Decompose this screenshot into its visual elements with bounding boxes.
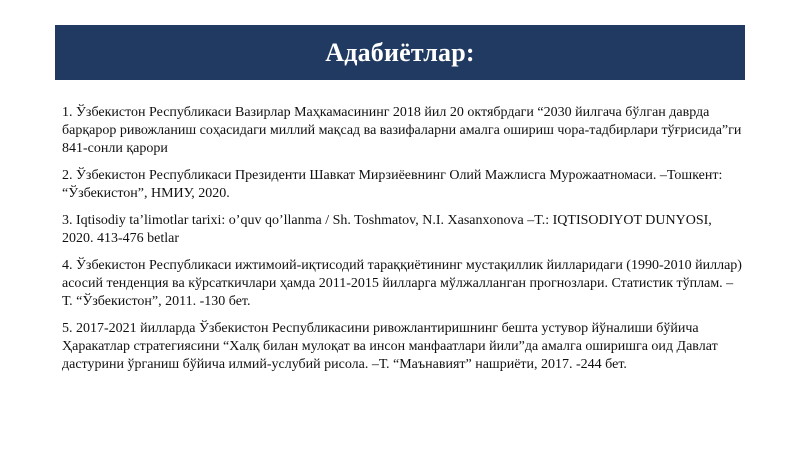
slide-title-bar [55,25,745,80]
reference-item-5: 5. 2017-2021 йилларда Ўзбекистон Республикасини ривожлантиришнинг бешта устувор йўналиши бўйича Ҳаракатлар стратегиясини “Халқ билан мулоқат ва инсон манфаатлари йили”да амалга оширишга оид Давлат дастурини ўрганиш бўйича илмий-услубий рисола. –Т. “Маънавият” нашриёти, 2017. -244 бет. [62,321,718,372]
reference-item-1: 1. Ўзбекистон Республикаси Вазирлар Маҳкамасининг 2018 йил 20 октябрдаги “2030 йилгача бўлган даврда барқарор ривожланиш соҳасидаги миллий мақсад ва вазифаларни амалга ошириш чора-тадбирлари тўғрисида”ги 841-сонли қарори [62,105,742,156]
reference-list [62,104,742,383]
slide-title: Адабиётлар: [325,37,475,67]
reference-item-4: 4. Ўзбекистон Республикаси ижтимоий-иқтисодий тараққиётининг мустақиллик йилларидаги (1990-2010 йиллар) асосий тенденция ва кўрсаткичлари ҳамда 2011-2015 йилларга мўлжалланган прогнозлари. Статистик тўплам. –Т. “Ўзбекистон”, 2011. -130 бет. [62,258,742,309]
reference-item-2: 2. Ўзбекистон Республикаси Президенти Шавкат Мирзиёевнинг Олий Мажлисга Мурожаатномаси. –Тошкент: “Ўзбекистон”, НМИУ, 2020. [62,168,723,201]
reference-item-3: 3. Iqtisodiy ta’limotlar tarixi: o’quv qo’llanma / Sh. Toshmatov, N.I. Xasanxonova –T.: IQTISODIYOT DUNYOSI, 2020. 413-476 betlar [62,213,712,246]
